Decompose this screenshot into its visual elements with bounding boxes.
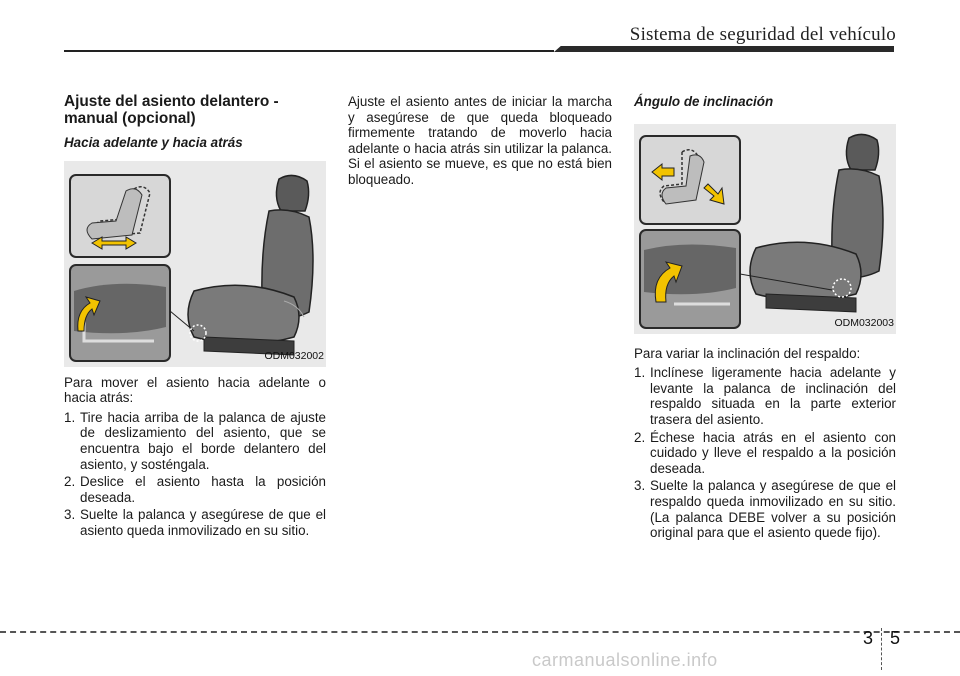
list-item: 3. Suelte la palanca y asegúrese de que el asiento queda inmovilizado en su sitio.	[64, 507, 326, 538]
list-item: 1. Inclínese ligeramente hacia adelante y levante la palanca de inclinación del respaldo situada en la parte exterior trasera del asiento.	[634, 365, 896, 427]
figure-code: ODM032003	[834, 317, 894, 329]
figure-seat-slide	[64, 161, 326, 367]
section-heading: Ajuste del asiento delantero - manual (opcional)	[64, 93, 279, 127]
subheading-recline: Ángulo de inclinación	[634, 94, 774, 109]
chapter-number: 3	[862, 628, 873, 648]
column-3	[634, 94, 896, 543]
figure-seat-recline	[634, 124, 896, 334]
header-title: Sistema de seguridad del vehículo	[629, 24, 896, 45]
column-2	[348, 94, 612, 190]
header-rule-thick	[554, 46, 894, 52]
intro-text: Para variar la inclinación del respaldo:	[634, 345, 861, 361]
footer-rule	[0, 631, 960, 633]
seat-main-icon	[188, 175, 313, 355]
figure-code: ODM032002	[264, 350, 324, 362]
intro-text: Para mover el asiento hacia adelante o hacia atrás:	[64, 374, 326, 406]
page-number	[863, 628, 900, 670]
list-item: 1. Tire hacia arriba de la palanca de ajuste de deslizamiento del asiento, que se encuentra bajo el borde delantero del asiento, y sosténgala.	[64, 409, 326, 472]
inset-slide-diagram	[70, 175, 170, 257]
list-item: 3. Suelte la palanca y asegúrese de que el respaldo queda inmovilizado en su sitio. (La palanca DEBE volver a su posición original para que el asiento quede fijo).	[634, 478, 896, 541]
inset-recline-diagram	[640, 136, 740, 224]
seat-illustration	[64, 161, 326, 367]
warning-paragraph: Ajuste el asiento antes de iniciar la marcha y asegúrese de que queda bloqueado firmemente tratando de moverlo hacia adelante o hacia atrás sin utilizar la palanca. Si el asiento se mueve, es que no está bien bloqueado.	[348, 94, 612, 187]
list-item: 2. Deslice el asiento hasta la posición deseada.	[64, 474, 326, 505]
seat-main-icon	[750, 134, 883, 312]
steps-list	[634, 365, 896, 541]
inset-lever-closeup	[70, 265, 170, 361]
inset-lever-closeup	[640, 230, 740, 328]
watermark: carmanualsonline.info	[532, 650, 718, 670]
column-1	[64, 94, 326, 541]
page-number-value: 5	[889, 628, 900, 648]
header-rule	[64, 50, 554, 52]
page-number-separator	[881, 628, 882, 670]
seat-recline-illustration	[634, 124, 896, 334]
list-item: 2. Échese hacia atrás en el asiento con cuidado y lleve el respaldo a la posición deseada.	[634, 429, 896, 476]
subheading-forward-back: Hacia adelante y hacia atrás	[64, 135, 243, 150]
steps-list	[64, 410, 326, 539]
